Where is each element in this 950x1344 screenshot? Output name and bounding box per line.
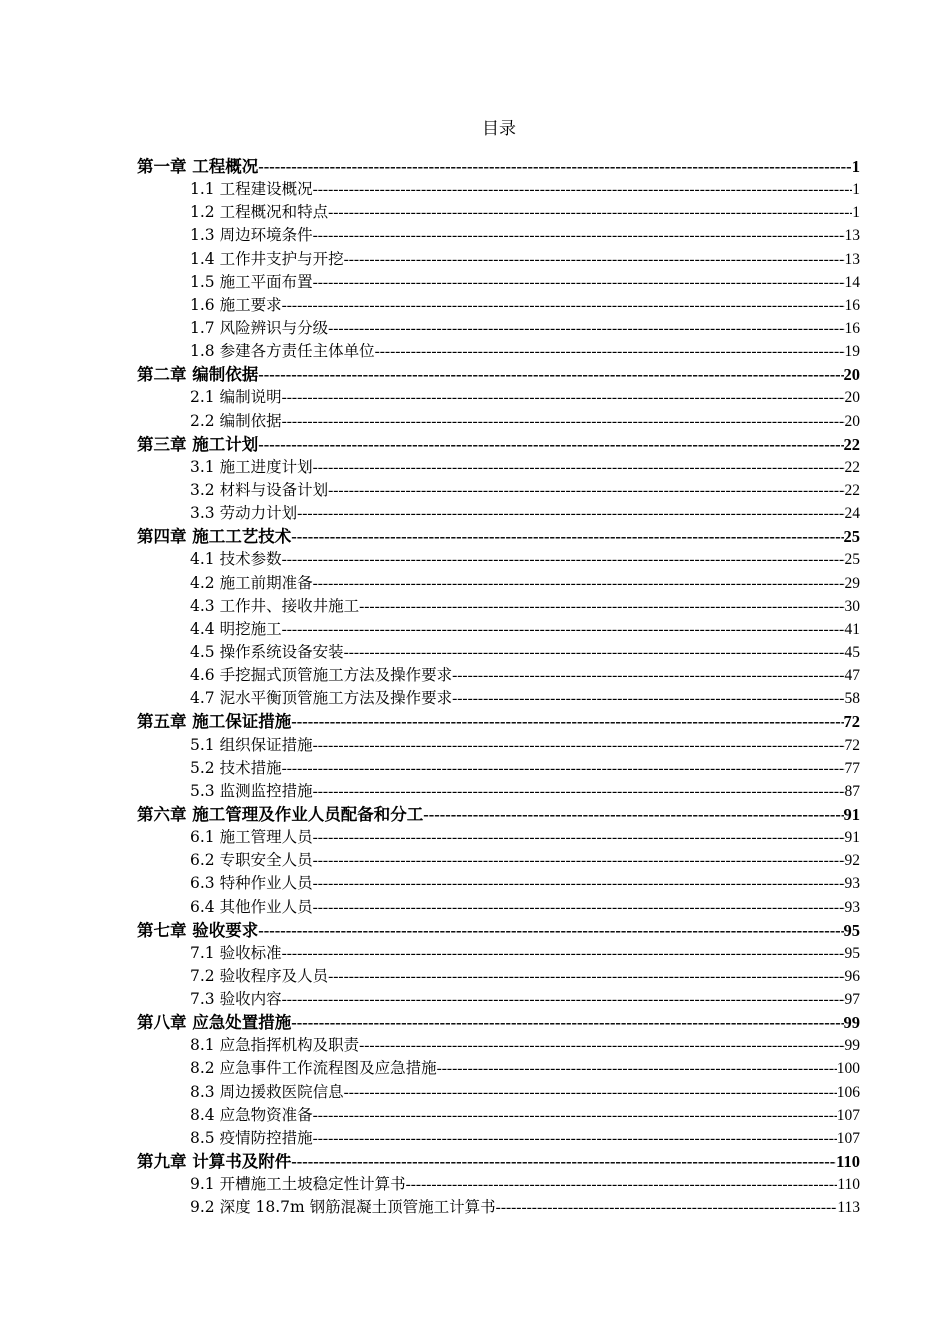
- toc-page-number: 113: [837, 1199, 860, 1217]
- toc-dot-leader: [437, 1057, 837, 1080]
- toc-dot-leader: [313, 1104, 837, 1127]
- toc-page-number: 13: [844, 227, 860, 245]
- toc-page-number: 91: [844, 829, 860, 847]
- toc-dot-leader: [313, 734, 845, 757]
- toc-page-number: 107: [836, 1129, 860, 1147]
- toc-chapter-entry[interactable]: [137, 155, 860, 178]
- toc-section-entry[interactable]: [137, 618, 860, 641]
- toc-section-entry[interactable]: [137, 201, 860, 224]
- toc-dot-leader: [282, 988, 845, 1011]
- toc-dot-leader: [328, 479, 844, 502]
- toc-page-number: 106: [836, 1083, 860, 1101]
- toc-dot-leader: [282, 757, 845, 780]
- toc-dot-leader: [359, 595, 844, 618]
- toc-dot-leader: [452, 664, 844, 687]
- toc-section-entry[interactable]: [137, 178, 860, 201]
- toc-section-entry[interactable]: [137, 340, 860, 363]
- toc-dot-leader: [313, 271, 845, 294]
- toc-entry-label: 4.6 手挖掘式顶管施工方法及操作要求: [190, 666, 453, 685]
- toc-section-entry[interactable]: [137, 896, 860, 919]
- toc-dot-leader: [344, 248, 845, 271]
- toc-page-number: 13: [844, 250, 860, 268]
- toc-section-entry[interactable]: [137, 386, 860, 409]
- toc-page-number: 45: [844, 643, 860, 661]
- toc-page-number: 25: [843, 527, 860, 547]
- toc-page-number: 30: [844, 597, 860, 615]
- toc-dot-leader: [291, 525, 843, 548]
- toc-entry-label: 4.7 泥水平衡顶管施工方法及操作要求: [190, 689, 453, 708]
- toc-dot-leader: [313, 178, 853, 201]
- toc-section-entry[interactable]: [137, 780, 860, 803]
- toc-page-number: 22: [844, 481, 860, 499]
- toc-section-entry[interactable]: [137, 965, 860, 988]
- toc-entry-label: 1.7 风险辨识与分级: [190, 318, 329, 337]
- toc-entry-label: 4.2 施工前期准备: [190, 573, 313, 592]
- toc-entry-label: 7.1 验收标准: [190, 943, 282, 962]
- toc-entry-label: 8.1 应急指挥机构及职责: [190, 1036, 360, 1055]
- toc-entry-label: 1.2 工程概况和特点: [190, 203, 329, 222]
- toc-dot-leader: [291, 710, 843, 733]
- toc-chapter-entry[interactable]: [137, 525, 860, 548]
- toc-dot-leader: [282, 386, 845, 409]
- toc-page-number: 58: [844, 690, 860, 708]
- toc-page-number: 41: [844, 620, 860, 638]
- toc-dot-leader: [406, 1173, 838, 1196]
- toc-dot-leader: [282, 942, 845, 965]
- toc-dot-leader: [282, 410, 845, 433]
- toc-section-entry[interactable]: [137, 641, 860, 664]
- toc-dot-leader: [313, 780, 845, 803]
- toc-chapter-entry[interactable]: [137, 1150, 860, 1173]
- toc-page-number: 19: [844, 343, 860, 361]
- toc-dot-leader: [313, 1127, 837, 1150]
- toc-page-number: 16: [844, 296, 860, 314]
- toc-entry-label: 2.1 编制说明: [190, 388, 282, 407]
- toc-entry-label: 9.2 深度 18.7m 钢筋混凝土顶管施工计算书: [190, 1198, 496, 1217]
- toc-section-entry[interactable]: [137, 734, 860, 757]
- toc-chapter-entry[interactable]: [137, 1011, 860, 1034]
- toc-section-entry[interactable]: [137, 456, 860, 479]
- toc-page-number: 22: [843, 434, 860, 454]
- toc-section-entry[interactable]: [137, 548, 860, 571]
- toc-entry-label: 9.1 开槽施工土坡稳定性计算书: [190, 1175, 406, 1194]
- toc-section-entry[interactable]: [137, 1127, 860, 1150]
- toc-dot-leader: [313, 896, 845, 919]
- toc-page-number: 91: [843, 804, 860, 824]
- toc-entry-label: 6.2 专职安全人员: [190, 851, 313, 870]
- toc-dot-leader: [313, 826, 845, 849]
- toc-entry-label: 6.4 其他作业人员: [190, 897, 313, 916]
- toc-section-entry[interactable]: [137, 294, 860, 317]
- toc-page-number: 1: [852, 181, 860, 199]
- toc-section-entry[interactable]: [137, 988, 860, 1011]
- toc-entry-label: 8.3 周边援救医院信息: [190, 1082, 344, 1101]
- toc-section-entry[interactable]: [137, 502, 860, 525]
- toc-page-number: 29: [844, 574, 860, 592]
- toc-page-number: 20: [844, 389, 860, 407]
- toc-entry-label: 第三章 施工计划: [137, 434, 259, 454]
- toc-entry-label: 第八章 应急处置措施: [137, 1013, 292, 1033]
- toc-entry-label: 7.3 验收内容: [190, 990, 282, 1009]
- toc-section-entry[interactable]: [137, 1081, 860, 1104]
- toc-entry-label: 3.3 劳动力计划: [190, 504, 298, 523]
- toc-page-number: 93: [844, 875, 860, 893]
- toc-dot-leader: [297, 502, 844, 525]
- toc-page-number: 95: [843, 920, 860, 940]
- toc-entry-label: 6.1 施工管理人员: [190, 828, 313, 847]
- toc-entry-label: 6.3 特种作业人员: [190, 874, 313, 893]
- toc-page-number: 1: [852, 204, 860, 222]
- toc-title: 目录: [482, 119, 516, 139]
- toc-page-number: 22: [844, 458, 860, 476]
- toc-entry-label: 1.1 工程建设概况: [190, 180, 313, 199]
- toc-entry-label: 第四章 施工工艺技术: [137, 527, 292, 547]
- toc-page-number: 96: [844, 967, 860, 985]
- toc-section-entry[interactable]: [137, 849, 860, 872]
- toc-page-number: 47: [844, 667, 860, 685]
- toc-section-entry[interactable]: [137, 479, 860, 502]
- toc-entry-label: 4.4 明挖施工: [190, 619, 282, 638]
- toc-page-number: 107: [836, 1106, 860, 1124]
- toc-section-entry[interactable]: [137, 1034, 860, 1057]
- toc-dot-leader: [313, 572, 845, 595]
- toc-section-entry[interactable]: [137, 1057, 860, 1080]
- toc-dot-leader: [258, 919, 843, 942]
- toc-section-entry[interactable]: [137, 248, 860, 271]
- toc-dot-leader: [344, 1081, 837, 1104]
- toc-dot-leader: [328, 201, 852, 224]
- toc-dot-leader: [282, 618, 845, 641]
- toc-section-entry[interactable]: [137, 317, 860, 340]
- toc-entry-label: 第七章 验收要求: [137, 920, 259, 940]
- toc-entry-label: 第一章 工程概况: [137, 157, 259, 176]
- toc-section-entry[interactable]: [137, 595, 860, 618]
- toc-dot-leader: [258, 155, 852, 178]
- toc-dot-leader: [375, 340, 845, 363]
- toc-page-number: 25: [844, 551, 860, 569]
- toc-section-entry[interactable]: [137, 224, 860, 247]
- toc-page-number: 16: [844, 319, 860, 337]
- toc-page-number: 77: [844, 759, 860, 777]
- toc-section-entry[interactable]: [137, 687, 860, 710]
- toc-entry-label: 1.6 施工要求: [190, 295, 282, 314]
- toc-chapter-entry[interactable]: [137, 363, 860, 386]
- toc-page-number: 24: [844, 505, 860, 523]
- toc-page-number: 93: [844, 898, 860, 916]
- toc-section-entry[interactable]: [137, 572, 860, 595]
- toc-chapter-entry[interactable]: [137, 919, 860, 942]
- toc-page-number: 110: [836, 1152, 860, 1172]
- toc-page-number: 20: [843, 365, 860, 385]
- toc-entry-label: 1.5 施工平面布置: [190, 272, 313, 291]
- toc-page-number: 72: [843, 712, 860, 732]
- toc-dot-leader: [258, 363, 843, 386]
- toc-dot-leader: [328, 965, 844, 988]
- toc-entry-label: 3.2 材料与设备计划: [190, 480, 329, 499]
- toc-entry-label: 1.8 参建各方责任主体单位: [190, 342, 375, 361]
- toc-section-entry[interactable]: [137, 1173, 860, 1196]
- toc-entry-label: 第五章 施工保证措施: [137, 712, 292, 732]
- toc-page-number: 95: [844, 944, 860, 962]
- toc-section-entry[interactable]: [137, 757, 860, 780]
- toc-chapter-entry[interactable]: [137, 803, 860, 826]
- toc-section-entry[interactable]: [137, 410, 860, 433]
- toc-dot-leader: [313, 456, 845, 479]
- toc-dot-leader: [344, 641, 845, 664]
- toc-entry-label: 5.3 监测监控措施: [190, 781, 313, 800]
- toc-dot-leader: [291, 1011, 843, 1034]
- toc-entry-label: 3.1 施工进度计划: [190, 457, 313, 476]
- toc-page-number: 100: [836, 1060, 860, 1078]
- toc-entry-label: 4.1 技术参数: [190, 550, 282, 569]
- toc-section-entry[interactable]: [137, 942, 860, 965]
- toc-page-number: 87: [844, 782, 860, 800]
- toc-section-entry[interactable]: [137, 271, 860, 294]
- toc-chapter-entry[interactable]: [137, 710, 860, 733]
- toc-entry-label: 4.5 操作系统设备安装: [190, 642, 344, 661]
- toc-section-entry[interactable]: [137, 664, 860, 687]
- toc-entry-label: 8.4 应急物资准备: [190, 1105, 313, 1124]
- toc-entry-label: 第九章 计算书及附件: [137, 1152, 292, 1172]
- toc-entry-label: 第六章 施工管理及作业人员配备和分工: [137, 804, 424, 824]
- toc-section-entry[interactable]: [137, 1104, 860, 1127]
- toc-dot-leader: [452, 687, 844, 710]
- toc-entry-label: 1.3 周边环境条件: [190, 226, 313, 245]
- toc-dot-leader: [258, 433, 843, 456]
- toc-section-entry[interactable]: [137, 872, 860, 895]
- toc-entry-label: 2.2 编制依据: [190, 411, 282, 430]
- toc-page-number: 1: [851, 157, 860, 176]
- toc-section-entry[interactable]: [137, 1196, 860, 1219]
- toc-page-number: 99: [843, 1013, 860, 1033]
- toc-page-number: 110: [837, 1176, 860, 1194]
- toc-dot-leader: [282, 294, 845, 317]
- toc-page-number: 97: [844, 991, 860, 1009]
- toc-dot-leader: [282, 548, 845, 571]
- table-of-contents: [137, 155, 860, 1219]
- toc-dot-leader: [423, 803, 843, 826]
- toc-entry-label: 8.2 应急事件工作流程图及应急措施: [190, 1059, 437, 1078]
- toc-page-number: 72: [844, 736, 860, 754]
- toc-entry-label: 第二章 编制依据: [137, 365, 259, 385]
- toc-entry-label: 7.2 验收程序及人员: [190, 966, 329, 985]
- toc-dot-leader: [313, 224, 845, 247]
- toc-section-entry[interactable]: [137, 826, 860, 849]
- toc-dot-leader: [496, 1196, 838, 1219]
- toc-dot-leader: [313, 872, 845, 895]
- toc-page-number: 20: [844, 412, 860, 430]
- toc-dot-leader: [313, 849, 845, 872]
- toc-page-number: 99: [844, 1037, 860, 1055]
- toc-dot-leader: [328, 317, 844, 340]
- toc-dot-leader: [291, 1150, 836, 1173]
- toc-dot-leader: [359, 1034, 844, 1057]
- toc-entry-label: 4.3 工作井、接收井施工: [190, 596, 360, 615]
- toc-chapter-entry[interactable]: [137, 433, 860, 456]
- toc-entry-label: 5.2 技术措施: [190, 758, 282, 777]
- toc-page-number: 92: [844, 852, 860, 870]
- toc-page-number: 14: [844, 273, 860, 291]
- toc-entry-label: 1.4 工作井支护与开挖: [190, 249, 344, 268]
- toc-entry-label: 8.5 疫情防控措施: [190, 1128, 313, 1147]
- toc-entry-label: 5.1 组织保证措施: [190, 735, 313, 754]
